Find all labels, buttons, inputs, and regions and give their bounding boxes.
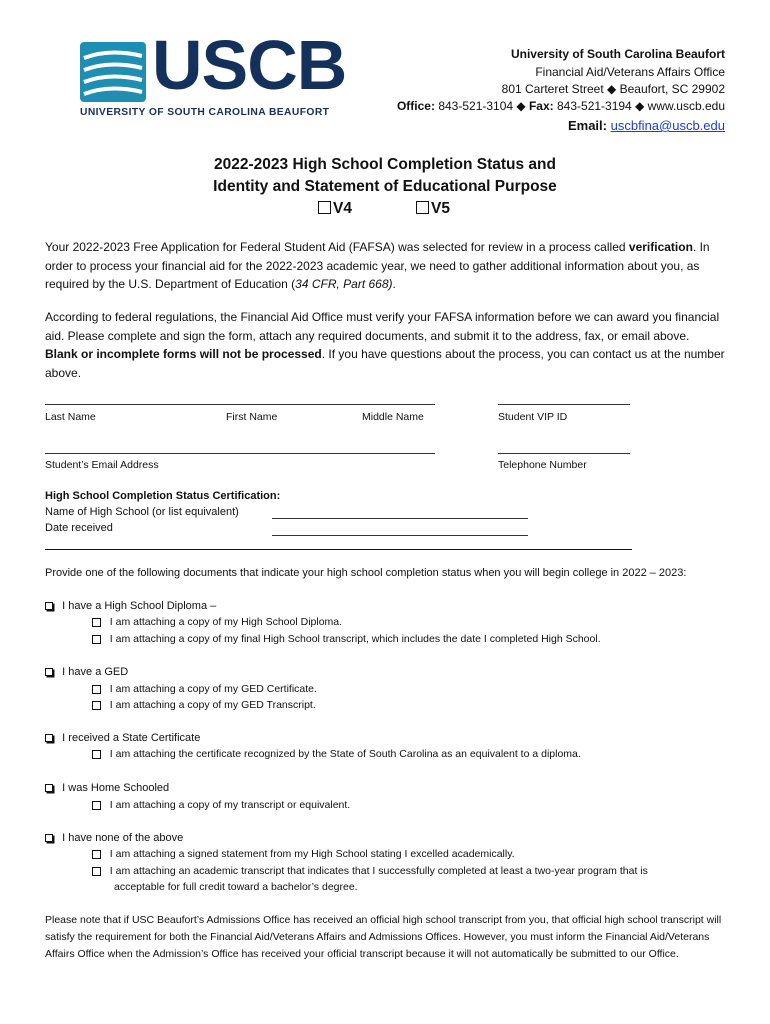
vip-id-input-line[interactable] xyxy=(498,404,630,405)
phone-label: Telephone Number xyxy=(498,459,587,471)
none-checkbox[interactable] xyxy=(45,834,53,842)
provide-instructions: Provide one of the following documents that indicate your high school completion status when you will begin college in 2022 – 2023: xyxy=(45,567,687,579)
first-name-label: First Name xyxy=(226,411,278,423)
checkbox[interactable] xyxy=(92,618,101,627)
name-input-line[interactable] xyxy=(45,404,435,405)
checkbox[interactable] xyxy=(92,850,101,859)
v4-option[interactable]: V4 xyxy=(318,200,352,218)
intro-paragraph-2: According to federal regulations, the Financial Aid Office must verify your FAFSA information before we can award you financial aid. Please complete and sign the form, attach any required documents, and submit it to the address, fax, or email above. Blank or incomplete forms will not be processed. If you have questions about the process, you can contact us at the number above. xyxy=(45,310,725,380)
option-diploma[interactable]: I have a High School Diploma – xyxy=(45,600,216,612)
last-name-label: Last Name xyxy=(45,411,96,423)
date-received-input-line[interactable] xyxy=(272,535,528,536)
org-name: University of South Carolina Beaufort xyxy=(510,47,725,61)
option-none-sub-1[interactable]: I am attaching a signed statement from my High School stating I excelled academically. xyxy=(92,848,515,860)
v5-checkbox[interactable] xyxy=(416,201,429,214)
state-cert-checkbox[interactable] xyxy=(45,734,53,742)
address: 801 Carteret Street ◆ Beaufort, SC 29902 xyxy=(501,82,725,96)
v4-checkbox[interactable] xyxy=(318,201,331,214)
option-ged-sub-1[interactable]: I am attaching a copy of my GED Certificate. xyxy=(92,683,317,695)
intro-paragraph-1: Your 2022-2023 Free Application for Federal Student Aid (FAFSA) was selected for review in a process called verification. In order to process your financial aid for the 2022-2023 academic year, we need to gather additional information about you, as required by the U.S. Department of Education (34 CFR, Part 668). xyxy=(45,240,710,291)
section-divider xyxy=(45,549,632,550)
logo-wordmark: USCB xyxy=(152,26,347,104)
option-none[interactable]: I have none of the above xyxy=(45,832,183,844)
form-title-line1: 2022-2023 High School Completion Status and xyxy=(214,156,556,173)
checkbox[interactable] xyxy=(92,701,101,710)
option-ged[interactable]: I have a GED xyxy=(45,666,128,678)
home-schooled-checkbox[interactable] xyxy=(45,784,53,792)
phone-input-line[interactable] xyxy=(498,453,630,454)
checkbox[interactable] xyxy=(92,801,101,810)
form-title-line2: Identity and Statement of Educational Purpose xyxy=(213,178,557,195)
hs-name-label: Name of High School (or list equivalent) xyxy=(45,506,239,518)
vip-id-label: Student VIP ID xyxy=(498,411,568,423)
email-label: Student’s Email Address xyxy=(45,459,159,471)
transcript-note: Please note that if USC Beaufort’s Admissions Office has received an official high school transcript from you, that official high school transcript will satisfy the requirement for both the Financial Aid/Veterans Affairs and Admissions Offices. However, you must inform the Financial Aid/Veterans Affairs Office when the Admission’s Office has received your official transcript because it will not automatically be submitted to our Office. xyxy=(45,914,722,960)
option-home-schooled[interactable]: I was Home Schooled xyxy=(45,782,169,794)
checkbox[interactable] xyxy=(92,750,101,759)
ged-checkbox[interactable] xyxy=(45,668,53,676)
office-name: Financial Aid/Veterans Affairs Office xyxy=(535,65,725,79)
email-input-line[interactable] xyxy=(45,453,435,454)
checkbox[interactable] xyxy=(92,685,101,694)
option-state-cert[interactable]: I received a State Certificate xyxy=(45,732,200,744)
option-state-cert-sub-1[interactable]: I am attaching the certificate recognized by the State of South Carolina as an equivalent to a diploma. xyxy=(92,748,581,760)
option-home-schooled-sub-1[interactable]: I am attaching a copy of my transcript or equivalent. xyxy=(92,799,350,811)
v5-option[interactable]: V5 xyxy=(416,200,450,218)
email-line: Email: uscbfina@uscb.edu xyxy=(567,118,725,133)
hs-name-input-line[interactable] xyxy=(272,518,528,519)
option-diploma-sub-2[interactable]: I am attaching a copy of my final High School transcript, which includes the date I completed High School. xyxy=(92,633,601,645)
logo-subtitle: UNIVERSITY OF SOUTH CAROLINA BEAUFORT xyxy=(80,107,330,118)
phone-line: Office: 843-521-3104 ◆ Fax: 843-521-3194 ◆ www.uscb.edu xyxy=(396,99,725,113)
date-received-label: Date received xyxy=(45,522,113,534)
checkbox[interactable] xyxy=(92,867,101,876)
option-diploma-sub-1[interactable]: I am attaching a copy of my High School Diploma. xyxy=(92,616,342,628)
hs-heading: High School Completion Status Certification: xyxy=(45,490,281,502)
option-none-sub-2[interactable]: I am attaching an academic transcript that indicates that I successfully completed at least a two-year program that is xyxy=(92,865,648,877)
option-none-sub-2-cont: acceptable for full credit toward a bachelor’s degree. xyxy=(114,881,358,893)
email-link[interactable]: uscbfina@uscb.edu xyxy=(610,118,725,133)
option-ged-sub-2[interactable]: I am attaching a copy of my GED Transcript. xyxy=(92,699,316,711)
middle-name-label: Middle Name xyxy=(362,411,424,423)
checkbox[interactable] xyxy=(92,635,101,644)
diploma-checkbox[interactable] xyxy=(45,602,53,610)
